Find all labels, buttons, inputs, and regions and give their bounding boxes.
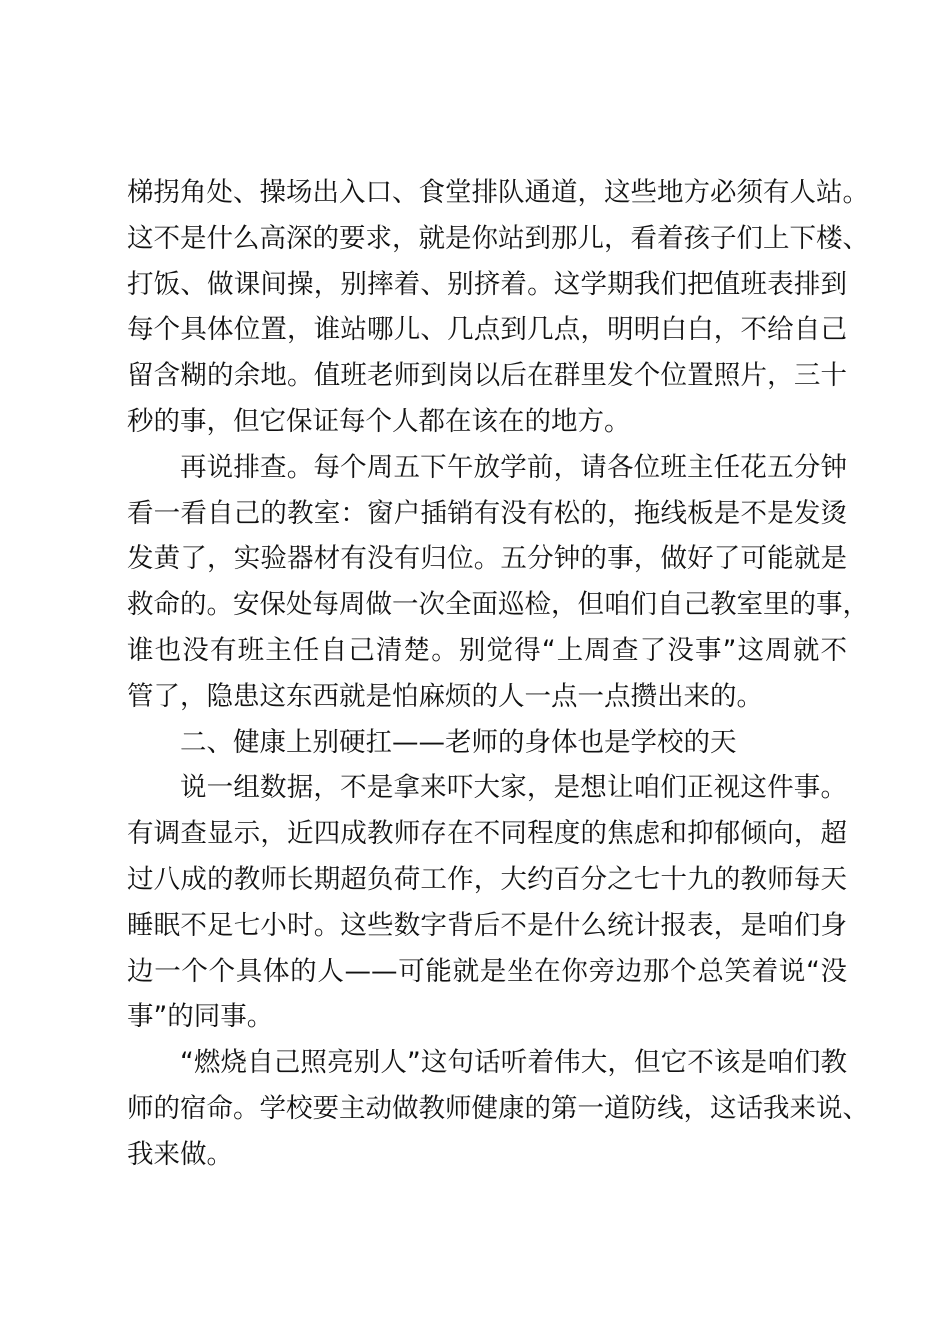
text-line: 边一个个具体的人——可能就是坐在你旁边那个总笑着说“没 — [127, 955, 847, 987]
text-line: 秒的事，但它保证每个人都在该在的地方。 — [127, 405, 631, 437]
body-text — [127, 170, 869, 1178]
text-line: 过八成的教师长期超负荷工作，大约百分之七十九的教师每天 — [127, 863, 847, 895]
text-line: 留含糊的余地。值班老师到岗以后在群里发个位置照片，三十 — [127, 360, 847, 392]
text-line: 发黄了，实验器材有没有归位。五分钟的事，做好了可能就是 — [127, 543, 847, 575]
paragraph-start-line: “燃烧自己照亮别人”这句话听着伟大，但它不该是咱们教 — [180, 1047, 847, 1079]
text-line: 救命的。安保处每周做一次全面巡检，但咱们自己教室里的事， — [127, 589, 869, 621]
paragraph-start-line: 再说排查。每个周五下午放学前，请各位班主任花五分钟 — [180, 451, 847, 483]
section-heading: 二、健康上别硬扛——老师的身体也是学校的天 — [180, 726, 737, 758]
text-line: 有调查显示，近四成教师存在不同程度的焦虑和抑郁倾向，超 — [127, 818, 847, 850]
text-line: 管了，隐患这东西就是怕麻烦的人一点一点攒出来的。 — [127, 680, 763, 712]
text-line: 我来做。 — [127, 1138, 233, 1170]
text-line: 打饭、做课间操，别摔着、别挤着。这学期我们把值班表排到 — [127, 268, 847, 300]
text-line: 看一看自己的教室：窗户插销有没有松的，拖线板是不是发烫 — [127, 497, 847, 529]
paragraph-start-line: 说一组数据，不是拿来吓大家，是想让咱们正视这件事。 — [180, 772, 847, 804]
text-line: 每个具体位置，谁站哪儿、几点到几点，明明白白，不给自己 — [127, 314, 847, 346]
text-line: 事”的同事。 — [127, 1001, 274, 1033]
text-line: 谁也没有班主任自己清楚。别觉得“上周查了没事”这周就不 — [127, 634, 847, 666]
text-line: 师的宿命。学校要主动做教师健康的第一道防线，这话我来说、 — [127, 1092, 869, 1124]
text-line: 睡眠不足七小时。这些数字背后不是什么统计报表，是咱们身 — [127, 909, 847, 941]
text-line: 这不是什么高深的要求，就是你站到那儿，看着孩子们上下楼、 — [127, 222, 869, 254]
text-line: 梯拐角处、操场出入口、食堂排队通道，这些地方必须有人站。 — [127, 177, 869, 208]
